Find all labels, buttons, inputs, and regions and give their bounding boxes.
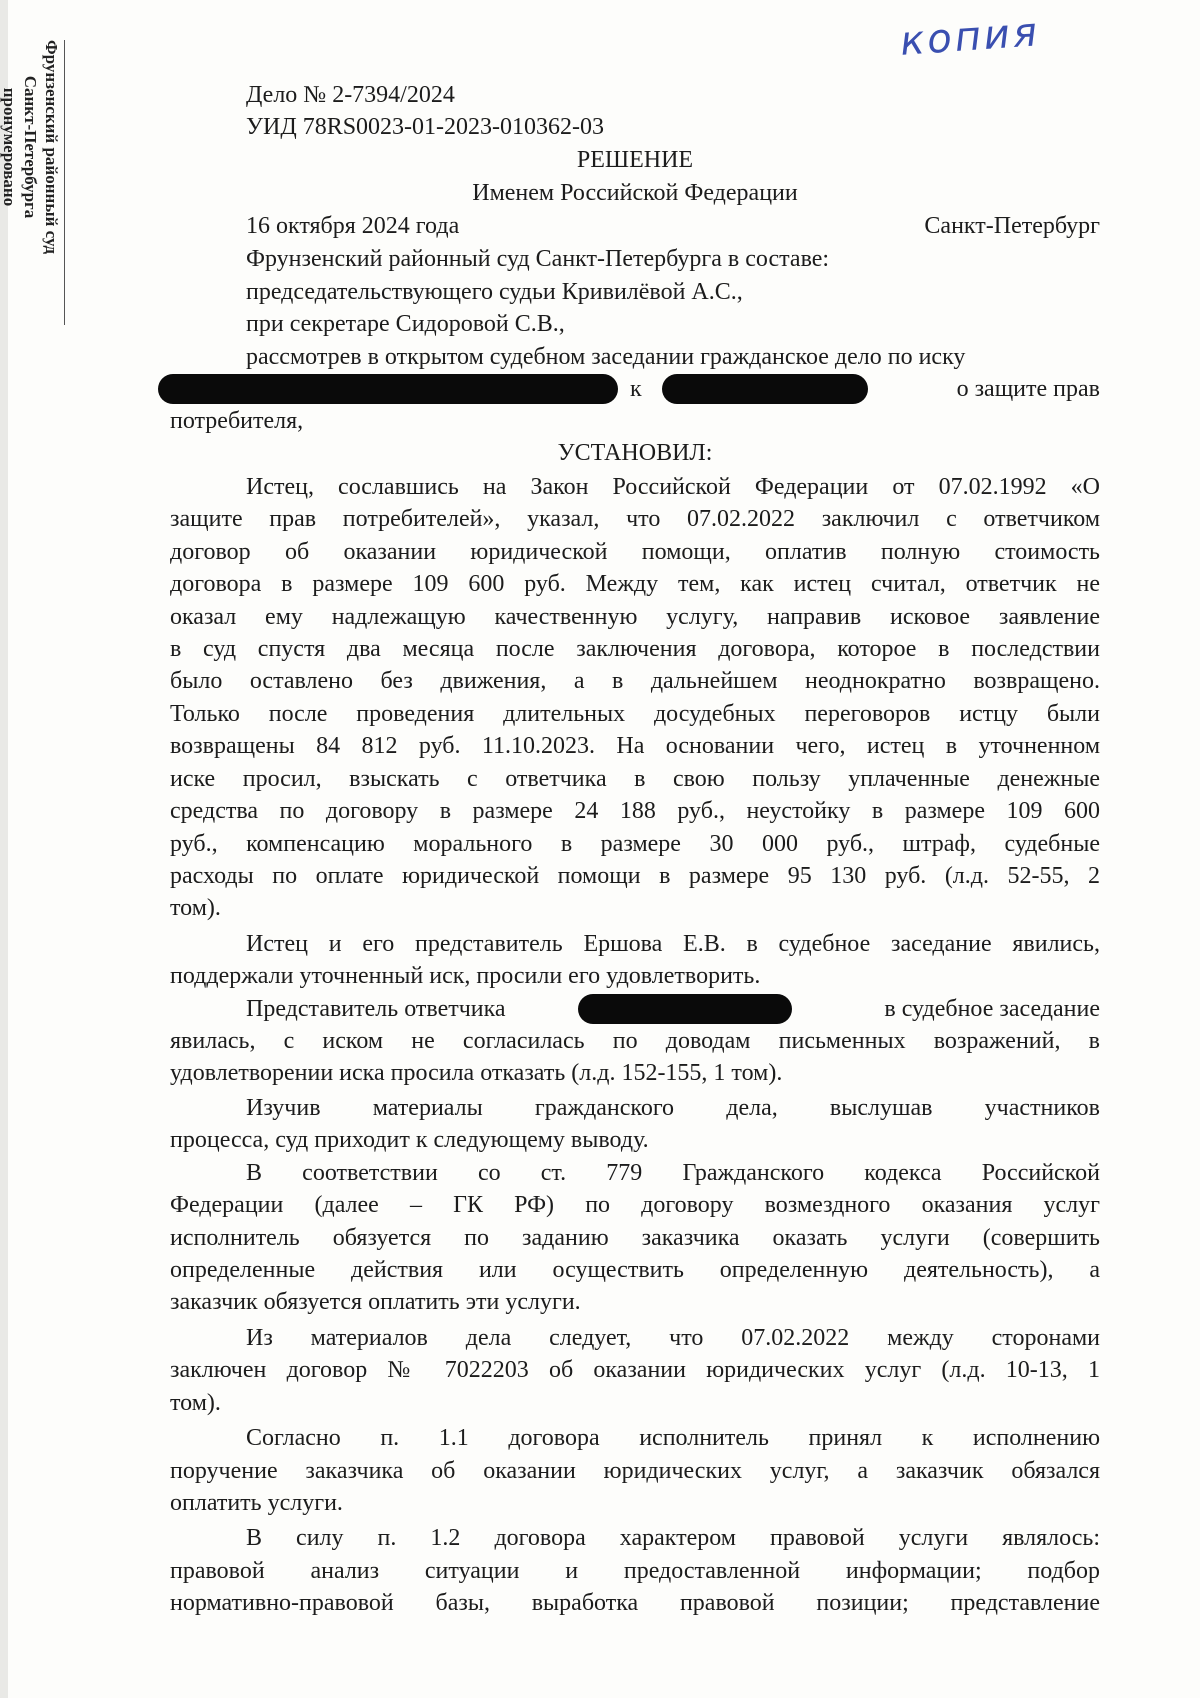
body-line: договор об оказании юридической помощи, оплатив полную стоимость (170, 539, 1100, 565)
document-title: РЕШЕНИЕ (576, 147, 694, 173)
representative-start: Представитель ответчика (246, 996, 506, 1022)
redacted-plaintiff (158, 374, 618, 404)
stamp-line-2: Санкт-Петербурга (21, 75, 40, 219)
body-line: договора в размере 109 600 руб. Между тем, как истец считал, ответчик не (170, 571, 1100, 597)
body-line: поддержали уточненный иск, просили его удовлетворить. (170, 963, 761, 989)
court-secretary: при секретаре Сидоровой С.В., (246, 311, 565, 337)
body-line: том). (170, 1390, 221, 1416)
body-line: возвращены 84 812 руб. 11.10.2023. На основании чего, истец в уточненном (170, 733, 1100, 759)
body-line: правовой анализ ситуации и предоставленной информации; подбор (170, 1558, 1100, 1584)
case-number: Дело № 2-7394/2024 (246, 82, 455, 108)
presiding-judge: председательствующего судьи Кривилёвой А.С., (246, 279, 743, 305)
body-line: В силу п. 1.2 договора характером правовой услуги являлось: (246, 1525, 1100, 1551)
body-line: Истец, сославшись на Закон Российской Федерации от 07.02.1992 «О (246, 474, 1100, 500)
body-line: оплатить услуги. (170, 1490, 343, 1516)
stamp-divider (64, 40, 65, 325)
claim-subject-end: потребителя, (170, 408, 304, 434)
body-line: Согласно п. 1.1 договора исполнитель принял к исполнению (246, 1425, 1100, 1451)
body-line: нормативно-правовой базы, выработка правовой позиции; представление (170, 1590, 1100, 1616)
body-line: Только после проведения длительных досудебных переговоров истцу были (170, 701, 1100, 727)
body-line: оказал ему надлежащую качественную услугу, направив исковое заявление (170, 604, 1100, 630)
considered-line: рассмотрев в открытом судебном заседании гражданское дело по иску (246, 344, 966, 370)
court-stamp (0, 40, 62, 254)
body-line: руб., компенсацию морального в размере 30 000 руб., штраф, судебные (170, 831, 1100, 857)
decision-date: 16 октября 2024 года (246, 213, 460, 239)
court-composition: Фрунзенский районный суд Санкт-Петербурга в составе: (246, 246, 830, 272)
stamp-line-1: Фрунзенский районный суд (42, 40, 61, 254)
body-line: иске просил, взыскать с ответчика в свою пользу уплаченные денежные (170, 766, 1100, 792)
body-line: защите прав потребителей», указал, что 07.02.2022 заключил с ответчиком (170, 506, 1100, 532)
body-line: Федерации (далее – ГК РФ) по договору возмездного оказания услуг (170, 1192, 1100, 1218)
body-line: В соответствии со ст. 779 Гражданского кодекса Российской (246, 1160, 1100, 1186)
scan-edge (0, 0, 8, 1698)
handwritten-note: копия (898, 9, 1042, 65)
body-line: расходы по оплате юридической помощи в размере 95 130 руб. (л.д. 52-55, 2 (170, 863, 1100, 889)
representative-end: в судебное заседание (884, 996, 1100, 1022)
body-line: в суд спустя два месяца после заключения договора, которое в последствии (170, 636, 1100, 662)
case-uid: УИД 78RS0023-01-2023-010362-03 (246, 114, 605, 140)
stamp-line-3: пронумеровано (0, 87, 19, 207)
body-line: Изучив материалы гражданского дела, выслушав участников (246, 1095, 1100, 1121)
body-line: исполнитель обязуется по заданию заказчика оказать услуги (совершить (170, 1225, 1100, 1251)
body-line: явилась, с иском не согласилась по доводам письменных возражений, в (170, 1028, 1100, 1054)
body-line: поручение заказчика об оказании юридических услуг, а заказчик обязался (170, 1458, 1100, 1484)
body-line: заказчик обязуется оплатить эти услуги. (170, 1289, 581, 1315)
body-line: определенные действия или осуществить определенную деятельность), а (170, 1257, 1100, 1283)
body-line: процесса, суд приходит к следующему выводу. (170, 1127, 649, 1153)
document-subtitle: Именем Российской Федерации (472, 180, 798, 206)
against-word: к (630, 376, 642, 402)
body-line: было оставлено без движения, а в дальнейшем неоднократно возвращено. (170, 668, 1100, 694)
body-line: удовлетворении иска просила отказать (л.д. 152-155, 1 том). (170, 1060, 783, 1086)
established-heading: УСТАНОВИЛ: (557, 440, 713, 466)
body-line: том). (170, 895, 221, 921)
body-line: заключен договор № 7022203 об оказании юридических услуг (л.д. 10-13, 1 (170, 1357, 1100, 1383)
body-line: средства по договору в размере 24 188 руб., неустойку в размере 109 600 (170, 798, 1100, 824)
decision-city: Санкт-Петербург (924, 213, 1100, 239)
body-line: Из материалов дела следует, что 07.02.2022 между сторонами (246, 1325, 1100, 1351)
redacted-defendant (662, 374, 868, 404)
redacted-representative (578, 994, 792, 1024)
body-line: Истец и его представитель Ершова Е.В. в судебное заседание явились, (246, 931, 1100, 957)
claim-subject: о защите прав (956, 376, 1100, 402)
